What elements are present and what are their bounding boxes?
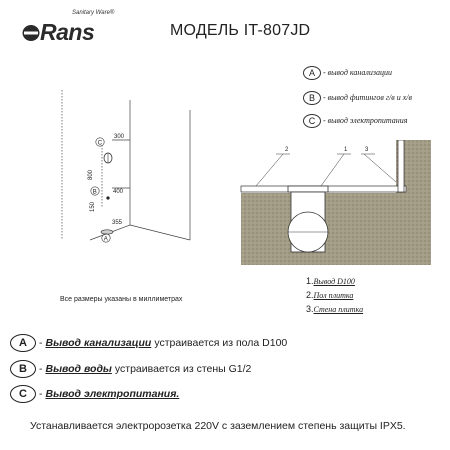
logo-tagline: Sanitary Ware® (72, 10, 115, 16)
leader-1 (321, 154, 344, 186)
label-c: C (97, 140, 103, 147)
page-title: МОДЕЛЬ IT-807JD (170, 22, 311, 39)
installation-diagram (50, 90, 200, 250)
brand-logo (22, 6, 132, 46)
numbered-item-1 (306, 276, 355, 286)
dim-150: 150 (90, 201, 96, 212)
numbered-index: 2. (306, 290, 314, 300)
wall-tile (398, 140, 404, 192)
drain-flange (288, 186, 328, 192)
numbered-text: Стена плитка (313, 305, 364, 314)
legend-item-c (303, 114, 407, 128)
spec-dash: - (39, 337, 43, 349)
spec-dash: - (39, 363, 43, 375)
numbered-item-3 (306, 304, 363, 314)
spec-item-c (10, 385, 182, 403)
numbered-item-2 (306, 290, 353, 300)
legend-letter-a: A (303, 66, 321, 80)
spec-letter-b: B (10, 360, 36, 378)
dim-355: 355 (112, 220, 123, 226)
outlet-a-symbol (101, 230, 113, 234)
numbered-index: 1. (306, 276, 314, 286)
spec-heading-c: Вывод электропитания. (45, 388, 180, 400)
logo-mark-icon (22, 24, 40, 42)
numbered-index: 3. (306, 304, 314, 314)
label-a: A (103, 236, 108, 243)
legend-item-a (303, 66, 392, 80)
legend-text-a: - вывод канализации (323, 67, 392, 77)
spec-letter-c: C (10, 385, 36, 403)
legend-item-b (303, 91, 412, 105)
spec-text-b: устраивается из стены G1/2 (114, 363, 252, 375)
section-label-2: 2 (285, 147, 289, 153)
floor-line-right (130, 225, 190, 240)
spec-item-b (10, 360, 251, 378)
floor-section-diagram (236, 140, 436, 265)
legend-text-b: - вывод фитингов г/в и х/в (323, 92, 412, 102)
dim-300: 300 (114, 134, 125, 140)
leader-2 (256, 154, 283, 186)
units-note: Все размеры указаны в миллиметрах (60, 296, 183, 303)
numbered-text: Пол плитка (313, 291, 354, 300)
numbered-text: Вывод D100 (313, 277, 355, 286)
spec-heading-a: Вывод канализации (45, 337, 152, 349)
legend-text-c: - вывод электропитания (323, 115, 408, 125)
spec-dash: - (39, 388, 43, 400)
logo-text: Rans (40, 19, 95, 45)
legend-letter-b: B (303, 91, 321, 105)
legend-letter-c: C (303, 114, 321, 128)
section-label-1: 1 (344, 147, 348, 153)
spec-letter-a: A (10, 334, 36, 352)
outlet-b-symbol (106, 196, 109, 199)
section-label-3: 3 (365, 147, 369, 153)
spec-text-a: устраивается из пола D100 (154, 337, 288, 349)
leader-3 (364, 154, 396, 182)
label-b: B (92, 189, 97, 196)
installation-note: Устанавливается электророзетка 220V с заземлением степень защиты IPX5. (30, 420, 406, 432)
dim-400: 400 (113, 189, 124, 195)
spec-item-a (10, 334, 287, 352)
dim-800: 800 (88, 169, 94, 180)
spec-heading-b: Вывод воды (45, 363, 112, 375)
